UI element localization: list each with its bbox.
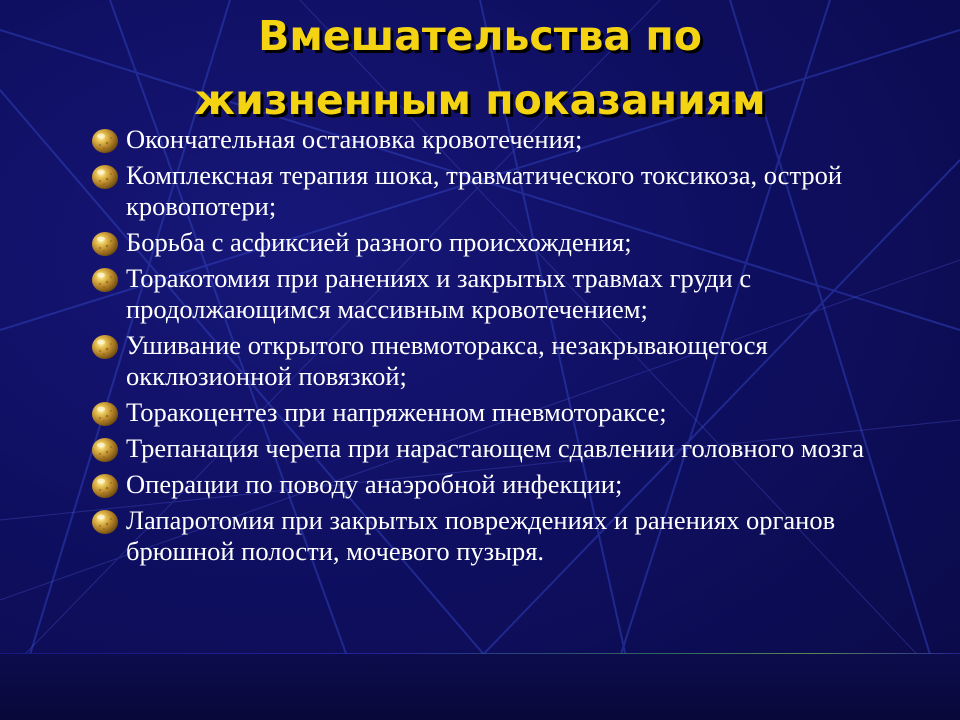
slide-title [0,4,960,132]
list-item-text: Борьба с асфиксией разного происхождения; [126,227,632,257]
golden-sphere-icon [90,436,120,462]
footer-band [0,654,960,720]
golden-sphere-icon [90,230,120,256]
list-item [88,124,938,155]
list-item-text: Трепанация черепа при нарастающем сдавлении головного мозга [126,433,864,463]
bullet-list [88,124,938,572]
list-item [88,469,938,500]
list-item-text: Ушивание открытого пневмоторакса, незакрывающегося окклюзионной повязкой; [126,330,768,391]
list-item [88,227,938,258]
golden-sphere-icon [90,333,120,359]
list-item [88,397,938,428]
title-line-2: жизненным показаниям [194,76,766,124]
title-line-1: Вмешательства по [258,12,702,60]
list-item-text: Лапаротомия при закрытых повреждениях и ранениях органов брюшной полости, мочевого пузыря. [126,505,836,566]
list-item-text: Окончательная остановка кровотечения; [126,124,583,154]
golden-sphere-icon [90,400,120,426]
list-item-text: Торакоцентез при напряженном пневмотораксе; [126,397,667,427]
list-item [88,263,938,325]
list-item-text: Комплексная терапия шока, травматического токсикоза, острой кровопотери; [126,160,843,221]
list-item [88,160,938,222]
list-item [88,433,938,464]
golden-sphere-icon [90,508,120,534]
golden-sphere-icon [90,127,120,153]
list-item-text: Торакотомия при ранениях и закрытых травмах груди с продолжающимся массивным кровотечением; [126,263,752,324]
golden-sphere-icon [90,266,120,292]
list-item [88,505,938,567]
list-item-text: Операции по поводу анаэробной инфекции; [126,469,623,499]
golden-sphere-icon [90,163,120,189]
golden-sphere-icon [90,472,120,498]
list-item [88,330,938,392]
